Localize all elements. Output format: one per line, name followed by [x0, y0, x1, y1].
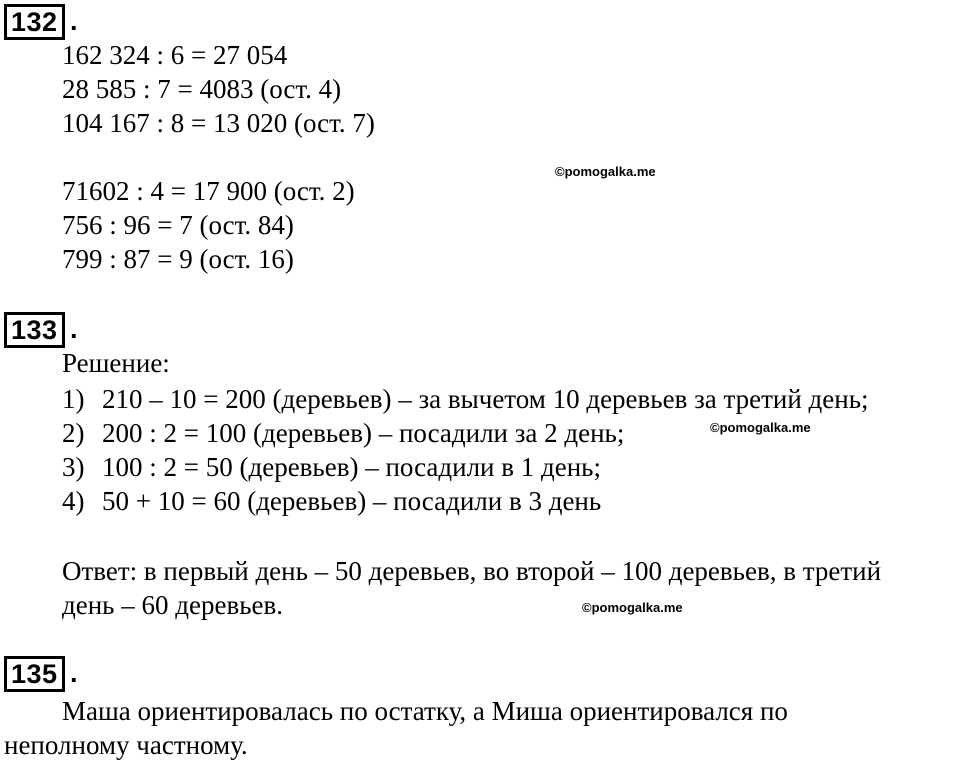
step-number: 3): [62, 452, 85, 482]
task-number-135: 135: [4, 656, 65, 692]
step-number: 1): [62, 384, 85, 414]
equation-line: 799 : 87 = 9 (ост. 16): [62, 244, 294, 274]
task-number-dot: .: [70, 658, 78, 688]
task-number-132: 132: [4, 4, 65, 40]
answer-text: Маша ориентировалась по остатку, а Миша ориентировался по: [62, 696, 788, 726]
task-number-133: 133: [4, 312, 65, 348]
step-text: 50 + 10 = 60 (деревьев) – посадили в 3 день: [102, 486, 602, 516]
solution-heading: Решение:: [62, 348, 170, 378]
watermark: ©pomogalka.me: [582, 600, 683, 615]
step-text: 200 : 2 = 100 (деревьев) – посадили за 2 день;: [102, 418, 625, 448]
task-number-dot: .: [70, 6, 78, 36]
step-text: 100 : 2 = 50 (деревьев) – посадили в 1 день;: [102, 452, 601, 482]
equation-line: 162 324 : 6 = 27 054: [62, 40, 288, 70]
watermark: ©pomogalka.me: [555, 164, 656, 179]
step-text: 210 – 10 = 200 (деревьев) – за вычетом 10 деревьев за третий день;: [102, 384, 869, 414]
watermark: ©pomogalka.me: [710, 420, 811, 435]
answer-line: Ответ: в первый день – 50 деревьев, во второй – 100 деревьев, в третий: [62, 556, 882, 586]
step-number: 2): [62, 418, 85, 448]
equation-line: 28 585 : 7 = 4083 (ост. 4): [62, 74, 342, 104]
step-number: 4): [62, 486, 85, 516]
equation-line: 756 : 96 = 7 (ост. 84): [62, 210, 294, 240]
equation-line: 71602 : 4 = 17 900 (ост. 2): [62, 176, 355, 206]
answer-line: день – 60 деревьев.: [62, 590, 283, 620]
task-number-dot: .: [70, 314, 78, 344]
answer-text: неполному частному.: [4, 730, 248, 760]
equation-line: 104 167 : 8 = 13 020 (ост. 7): [62, 108, 375, 138]
